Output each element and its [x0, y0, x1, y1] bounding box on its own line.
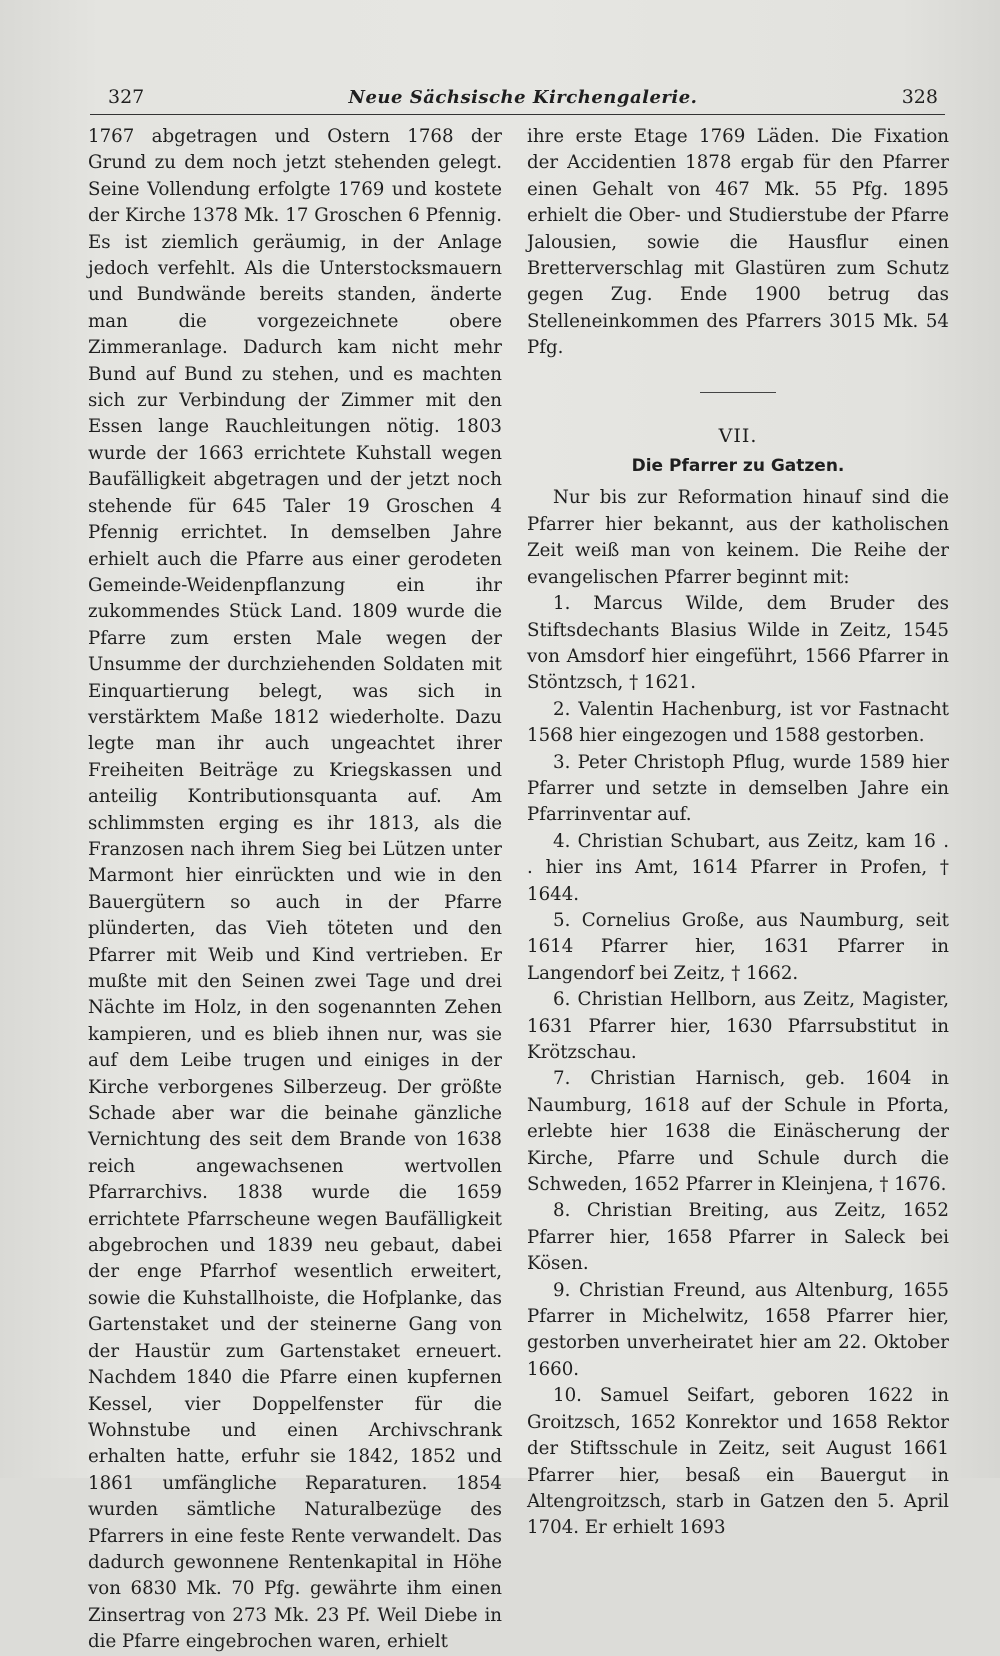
chapter-number: VII.: [718, 424, 758, 447]
pastor-entry: 3. Peter Christoph Pflug, wurde 1589 hier Pfarrer und setzte in demselben Jahre ein Pfarrinventar auf.: [527, 751, 949, 826]
right-paragraph-continuation: ihre erste Etage 1769 Läden. Die Fixation der Accidentien 1878 ergab für den Pfarrer einen Gehalt von 467 Mk. 55 Pfg. 1895 erhielt die Ober- und Studierstube der Pfarre Jalousien, sowie die Hausflur einen Bretterverschlag mit Glastüren zum Schutz gegen Zug. Ende 1900 betrug das Stelleneinkommen des Pfarrers 3015 Mk. 54 Pfg.: [527, 126, 949, 359]
pastor-entry: 7. Christian Harnisch, geb. 1604 in Naumburg, 1618 auf der Schule in Pforta, erlebte hier 1638 die Einäscherung der Kirche, Pfarre und Schule durch die Schweden, 1652 Pfarrer in Kleinjena, † 1676.: [527, 1068, 949, 1196]
pastor-entry: 4. Christian Schubart, aus Zeitz, kam 16 . . hier ins Amt, 1614 Pfarrer in Profen, † 1644.: [527, 830, 949, 905]
left-column: [88, 124, 502, 1653]
pastor-entry: 1. Marcus Wilde, dem Bruder des Stiftsdechants Blasius Wilde in Zeitz, 1545 von Amsdorf hier eingeführt, 1566 Pfarrer in Stöntzsch, † 1621.: [527, 593, 949, 694]
pastor-entry: 2. Valentin Hachenburg, ist vor Fastnacht 1568 hier eingezogen und 1588 gestorben.: [527, 698, 949, 747]
left-paragraph: 1767 abgetragen und Ostern 1768 der Grund zu dem noch jetzt stehenden gelegt. Seine Vollendung erfolgte 1769 und kostete der Kirche 1378 Mk. 17 Groschen 6 Pfennig. Es ist ziemlich geräumig, in der Anlage jedoch verfehlt. Als die Unterstocksmauern und Bundwände bereits standen, änderte man die vorgezeichnete obere Zimmeranlage. Dadurch kam nicht mehr Bund auf Bund zu stehen, und es machten sich zur Verbindung der Zimmer mit den Essen lange Rauchleitungen nötig. 1803 wurde der 1663 errichtete Kuhstall wegen Baufälligkeit abgetragen und der jetzt noch stehende für 645 Taler 19 Groschen 4 Pfennig errichtet. In demselben Jahre erhielt auch die Pfarre aus einer gerodeten Gemeinde-Weidenpflanzung ein ihr zukommendes Stück Land. 1809 wurde die Pfarre zum ersten Male wegen der Unsumme der durchziehenden Soldaten mit Einquartierung belegt, was sich in verstärktem Maße 1812 wiederholte. Dazu legte man ihr auch ungeachtet ihrer Freiheiten Beiträge zu Kriegskassen und anteilig Kontributionsquanta auf. Am schlimmsten erging es ihr 1813, als die Franzosen nach ihrem Sieg bei Lützen unter Marmont hier einrückten und wie in den Bauergütern so auch in der Pfarre plünderten, das Vieh töteten und den Pfarrer mit Weib und Kind vertrieben. Er mußte mit den Seinen zwei Tage und drei Nächte im Holz, in den sogenannten Zehen kampieren, und es blieb ihnen nur, was sie auf dem Leibe trugen und einiges in der Kirche verborgenes Silberzeug. Der größte Schade aber war die beinahe gänzliche Vernichtung des seit dem Brande von 1638 reich angewachsenen wertvollen Pfarrarchivs. 1838 wurde die 1659 errichtete Pfarrscheune wegen Baufälligkeit abgebrochen und 1839 neu gebaut, dabei der enge Pfarrhof wesentlich erweitert, sowie die Kuhstallhoiste, die Hofplanke, das Gartenstaket und der steinerne Gang von der Haustür zum Gartenstaket erneuert. Nachdem 1840 die Pfarre einen kupfernen Kessel, vier Doppelfenster für die Wohnstube und einen Archivschrank erhalten hatte, erfuhr sie 1842, 1852 und 1861 umfängliche Reparaturen. 1854 wurden sämtliche Naturalbezüge des Pfarrers in eine feste Rente verwandelt. Das dadurch gewonnene Rentenkapital in Höhe von 6830 Mk. 70 Pfg. gewährte ihm einen Zinsertrag von 273 Mk. 23 Pf. Weil Diebe in die Pfarre eingebrochen waren, erhielt: [88, 126, 502, 1653]
pastor-entry: 5. Cornelius Große, aus Naumburg, seit 1614 Pfarrer hier, 1631 Pfarrer in Langendorf bei Zeitz, † 1662.: [527, 909, 949, 984]
section-divider: [700, 392, 776, 393]
pastor-entry: 9. Christian Freund, aus Altenburg, 1655 Pfarrer in Michelwitz, 1658 Pfarrer hier, gestorben unverheiratet hier am 22. Oktober 1660.: [527, 1279, 949, 1380]
pastor-entry: 8. Christian Breiting, aus Zeitz, 1652 Pfarrer hier, 1658 Pfarrer in Saleck bei Kösen.: [527, 1200, 949, 1275]
pastor-entry: 10. Samuel Seifart, geboren 1622 in Groitzsch, 1652 Konrektor und 1658 Rektor der Stiftsschule in Zeitz, seit August 1661 Pfarrer hier, besaß ein Bauergut in Altengroitzsch, starb in Gatzen den 5. April 1704. Er erhielt 1693: [527, 1385, 949, 1539]
running-header: [108, 82, 938, 112]
right-column: [527, 124, 949, 1539]
running-title: Neue Sächsische Kirchengalerie.: [348, 86, 698, 108]
page-number-left: 327: [108, 86, 145, 108]
chapter-title: Die Pfarrer zu Gatzen.: [631, 456, 845, 477]
page-number-right: 328: [901, 86, 938, 108]
header-rule: [90, 114, 945, 115]
chapter-intro: Nur bis zur Reformation hinauf sind die Pfarrer hier bekannt, aus der katholischen Zeit weiß man von keinem. Die Reihe der evangelischen Pfarrer beginnt mit:: [527, 487, 949, 588]
pastor-entry: 6. Christian Hellborn, aus Zeitz, Magister, 1631 Pfarrer hier, 1630 Pfarrsubstitut in Krötzschau.: [527, 989, 949, 1063]
